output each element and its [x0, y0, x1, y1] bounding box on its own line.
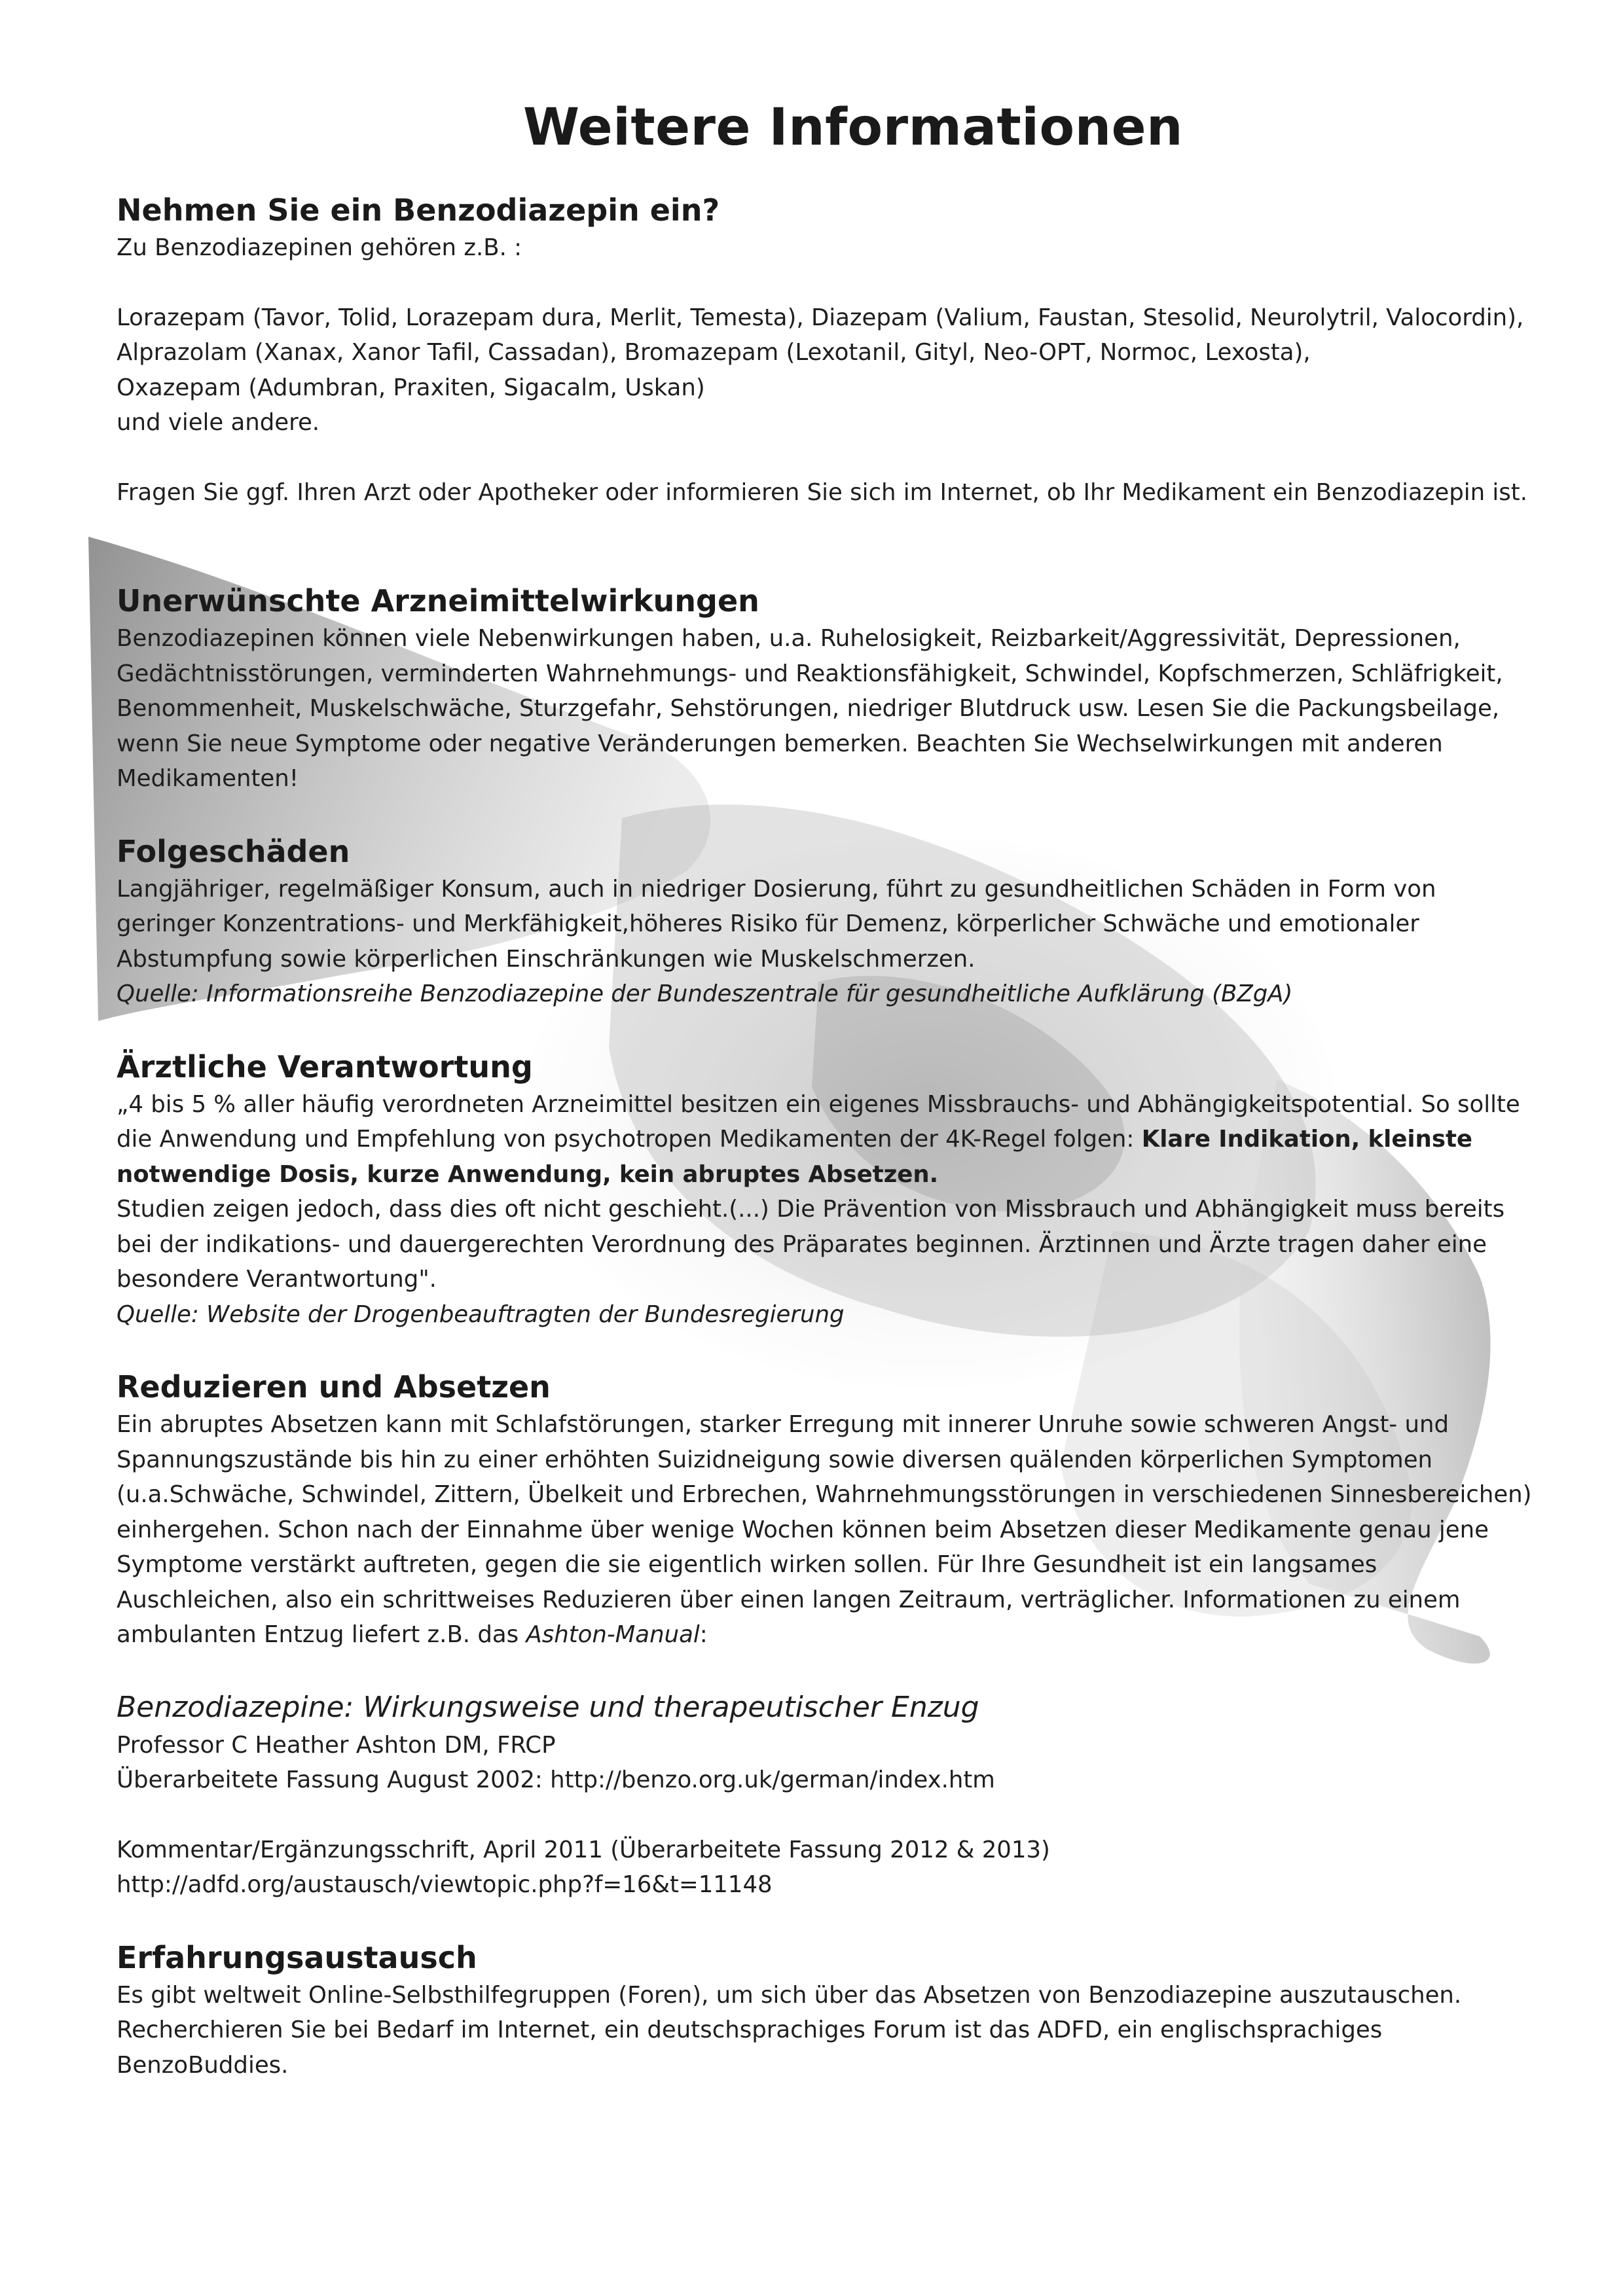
section-heading: Nehmen Sie ein Benzodiazepin ein? — [117, 192, 720, 228]
section-heading: Ärztliche Verantwortung — [117, 1049, 533, 1085]
section-side-effects — [117, 581, 1557, 797]
paragraph-line: Abstumpfung sowie körperlichen Einschränkungen wie Muskelschmerzen. — [117, 945, 976, 973]
source-citation: Quelle: Website der Drogenbeauftragten der Bundesregierung — [117, 1300, 845, 1328]
section-heading: Folgeschäden — [117, 833, 350, 869]
paragraph-line — [117, 1617, 1557, 1653]
paragraph-line: Recherchieren Sie bei Bedarf im Internet, ein deutschsprachiges Forum ist das ADFD, ein englischsprachiges BenzoBuddies. — [117, 2017, 1383, 2079]
section-experience-exchange — [117, 1937, 1557, 2083]
paragraph-line: Studien zeigen jedoch, dass dies oft nicht geschieht.(...) Die Prävention von Missbrauch und Abhängigkeit muss bereits — [117, 1196, 1505, 1223]
paragraph-line: geringer Konzentrations- und Merkfähigkeit,höheres Risiko für Demenz, körperlicher Schwäche und emotionaler — [117, 910, 1419, 937]
paragraph-text: ambulanten Entzug liefert z.B. das — [117, 1621, 526, 1648]
paragraph-line: bei der indikations- und dauergerechten Verordnung des Präparates beginnen. Ärztinnen und Ärzte tragen daher eine — [117, 1230, 1487, 1258]
section-medical-responsibility — [117, 1047, 1557, 1333]
paragraph-line: Oxazepam (Adumbran, Praxiten, Sigacalm, Uskan) — [117, 374, 705, 401]
section-ashton-manual — [117, 1687, 1557, 1903]
paragraph-line: Fragen Sie ggf. Ihren Arzt oder Apotheker oder informieren Sie sich im Internet, ob Ihr Medikament ein Benzodiazepin ist. — [117, 478, 1527, 506]
paragraph-line: wenn Sie neue Symptome oder negative Veränderungen bemerken. Beachten Sie Wechselwirkungen mit anderen — [117, 730, 1443, 757]
bold-rule-text: notwendige Dosis, kurze Anwendung, kein abruptes Absetzen. — [117, 1160, 939, 1188]
paragraph-line: Gedächtnisstörungen, verminderten Wahrnehmungs- und Reaktionsfähigkeit, Schwindel, Kopfschmerzen, Schläfrigkeit, — [117, 660, 1503, 687]
paragraph-line: Langjähriger, regelmäßiger Konsum, auch in niedriger Dosierung, führt zu gesundheitlichen Schäden in Form von — [117, 875, 1436, 903]
manual-title: Benzodiazepine: Wirkungsweise und therapeutischer Enzug — [117, 1690, 979, 1724]
paragraph-line — [117, 1122, 1557, 1157]
section-heading: Unerwünschte Arzneimittelwirkungen — [117, 583, 759, 619]
paragraph-line: Benzodiazepinen können viele Nebenwirkungen haben, u.a. Ruhelosigkeit, Reizbarkeit/Aggressivität, Depressionen, — [117, 625, 1461, 652]
page-title: Weitere Informationen — [522, 98, 1184, 157]
section-heading: Reduzieren und Absetzen — [117, 1369, 551, 1405]
paragraph-line: Ein abruptes Absetzen kann mit Schlafstörungen, starker Erregung mit innerer Unruhe sowie schweren Angst- und — [117, 1411, 1450, 1438]
paragraph-line: Symptome verstärkt auftreten, gegen die sie eigentlich wirken sollen. Für Ihre Gesundheit ist ein langsames — [117, 1551, 1377, 1578]
paragraph-line: Alprazolam (Xanax, Xanor Tafil, Cassadan), Bromazepam (Lexotanil, Gityl, Neo-OPT, Normoc, Lexosta), — [117, 339, 1311, 366]
section-reduce-and-stop — [117, 1367, 1557, 1653]
section-consequences — [117, 831, 1557, 1012]
paragraph-line: einhergehen. Schon nach der Einnahme über wenige Wochen können beim Absetzen dieser Medikamente genau jene — [117, 1516, 1489, 1543]
bold-rule-text: Klare Indikation, kleinste — [1141, 1126, 1473, 1153]
paragraph-line: (u.a.Schwäche, Schwindel, Zittern, Übelkeit und Erbrechen, Wahrnehmungsstörungen in verschiedenen Sinnesbereichen) — [117, 1481, 1532, 1508]
manual-author: Professor C Heather Ashton DM, FRCP — [117, 1731, 556, 1759]
paragraph-line: Medikamenten! — [117, 765, 299, 792]
paragraph-line: und viele andere. — [117, 409, 320, 436]
paragraph-line: Spannungszustände bis hin zu einer erhöhten Suizidneigung sowie diversen quälenden körperlichen Symptomen — [117, 1446, 1433, 1473]
section-heading: Erfahrungsaustausch — [117, 1939, 477, 1975]
manual-comment: Kommentar/Ergänzungsschrift, April 2011 (Überarbeitete Fassung 2012 & 2013) — [117, 1836, 1050, 1863]
manual-edition-link[interactable]: Überarbeitete Fassung August 2002: http://benzo.org.uk/german/index.htm — [117, 1767, 995, 1793]
source-citation: Quelle: Informationsreihe Benzodiazepine der Bundeszentrale für gesundheitliche Aufklärung (BZgA) — [117, 980, 1293, 1007]
paragraph-line: Auschleichen, also ein schrittweises Reduzieren über einen langen Zeitraum, verträglicher. Informationen zu einem — [117, 1586, 1461, 1613]
paragraph-line: Zu Benzodiazepinen gehören z.B. : — [117, 234, 522, 261]
paragraph-line: Es gibt weltweit Online-Selbsthilfegruppen (Foren), um sich über das Absetzen von Benzodiazepine auszutauschen. — [117, 1981, 1462, 2009]
paragraph-line: Benommenheit, Muskelschwäche, Sturzgefahr, Sehstörungen, niedriger Blutdruck usw. Lesen Sie die Packungsbeilage, — [117, 695, 1500, 722]
section-benzodiazepine — [117, 190, 1557, 510]
paragraph-text: die Anwendung und Empfehlung von psychotropen Medikamenten der 4K-Regel folgen: — [117, 1126, 1142, 1153]
document-page — [117, 98, 1557, 2083]
paragraph-line: besondere Verantwortung". — [117, 1266, 437, 1293]
paragraph-line: „4 bis 5 % aller häufig verordneten Arzneimittel besitzen ein eigenes Missbrauchs- und Abhängigkeitspotential. So sollte — [117, 1090, 1520, 1118]
manual-name: Ashton-Manual — [526, 1621, 700, 1648]
paragraph-text: : — [699, 1621, 708, 1648]
paragraph-line: Lorazepam (Tavor, Tolid, Lorazepam dura, Merlit, Temesta), Diazepam (Valium, Faustan, Stesolid, Neurolytril, Valocordin), — [117, 304, 1524, 331]
manual-comment-link[interactable]: http://adfd.org/austausch/viewtopic.php?f=16&t=11148 — [117, 1871, 773, 1898]
